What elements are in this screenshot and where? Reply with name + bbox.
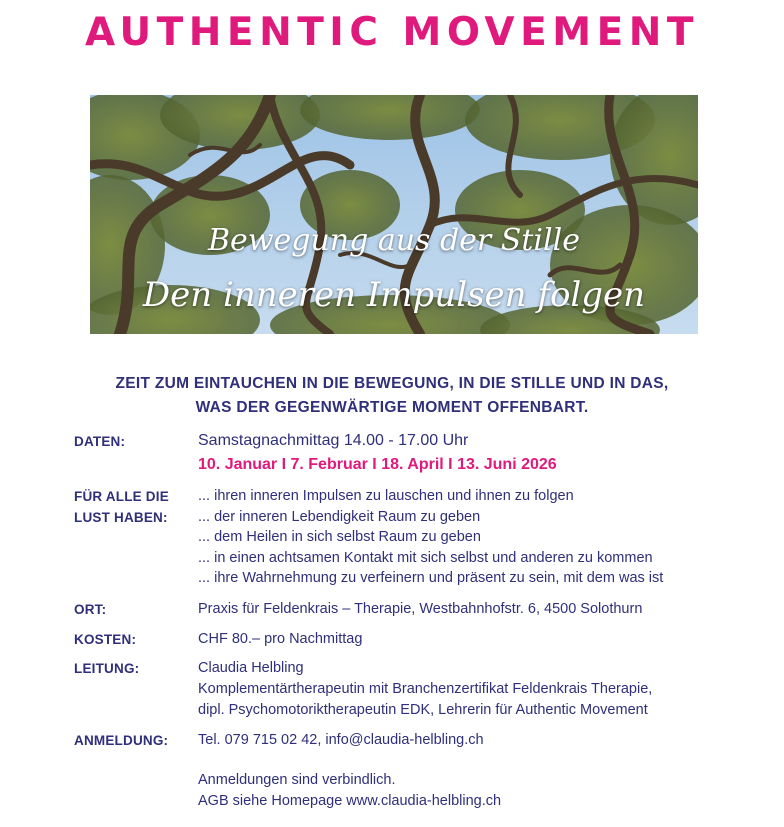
hero-image (90, 95, 698, 334)
intro-line-2: WAS DER GEGENWÄRTIGE MOMENT OFFENBART. (195, 399, 589, 416)
anmeldung-label: ANMELDUNG: (74, 733, 169, 748)
leitung-qualification: Komplementärtherapeutin mit Branchenzertifikat Feldenkrais Therapie, (198, 681, 653, 697)
page-title: AUTHENTIC MOVEMENT (85, 10, 699, 55)
anmeldung-contact: Tel. 079 715 02 42, info@claudia-helbling.ch (198, 732, 484, 748)
ort-label: ORT: (74, 602, 107, 617)
leitung-qualification: dipl. Psychomotoriktherapeutin EDK, Lehrerin für Authentic Movement (198, 702, 648, 718)
daten-dates: 10. Januar I 7. Februar I 18. April I 13. Juni 2026 (198, 456, 557, 473)
hero-tagline-1: Bewegung aus der Stille (208, 223, 580, 258)
kosten-value: CHF 80.– pro Nachmittag (198, 631, 363, 647)
ort-value: Praxis für Feldenkrais – Therapie, Westbahnhofstr. 6, 4500 Solothurn (198, 601, 643, 617)
intro-line-1: ZEIT ZUM EINTAUCHEN IN DIE BEWEGUNG, IN DIE STILLE UND IN DAS, (115, 375, 669, 392)
kosten-label: KOSTEN: (74, 632, 137, 647)
hero-tagline-2: Den inneren Impulsen folgen (142, 275, 646, 315)
audience-item: ... in einen achtsamen Kontakt mit sich selbst und anderen zu kommen (198, 550, 653, 566)
leitung-name: Claudia Helbling (198, 660, 304, 676)
leitung-label: LEITUNG: (74, 661, 140, 676)
audience-item: ... ihren inneren Impulsen zu lauschen und ihnen zu folgen (198, 488, 574, 504)
audience-item: ... dem Heilen in sich selbst Raum zu geben (198, 529, 481, 545)
audience-item: ... ihre Wahrnehmung zu verfeinern und präsent zu sein, mit dem was ist (198, 570, 664, 586)
audience-label-1: FÜR ALLE DIE (74, 489, 169, 504)
daten-label: DATEN: (74, 434, 126, 449)
daten-time: Samstagnachmittag 14.00 - 17.00 Uhr (198, 432, 469, 449)
anmeldung-homepage: AGB siehe Homepage www.claudia-helbling.ch (198, 793, 502, 809)
audience-label-2: LUST HABEN: (74, 510, 168, 525)
anmeldung-note: Anmeldungen sind verbindlich. (198, 772, 396, 788)
audience-item: ... der inneren Lebendigkeit Raum zu geben (198, 509, 481, 525)
